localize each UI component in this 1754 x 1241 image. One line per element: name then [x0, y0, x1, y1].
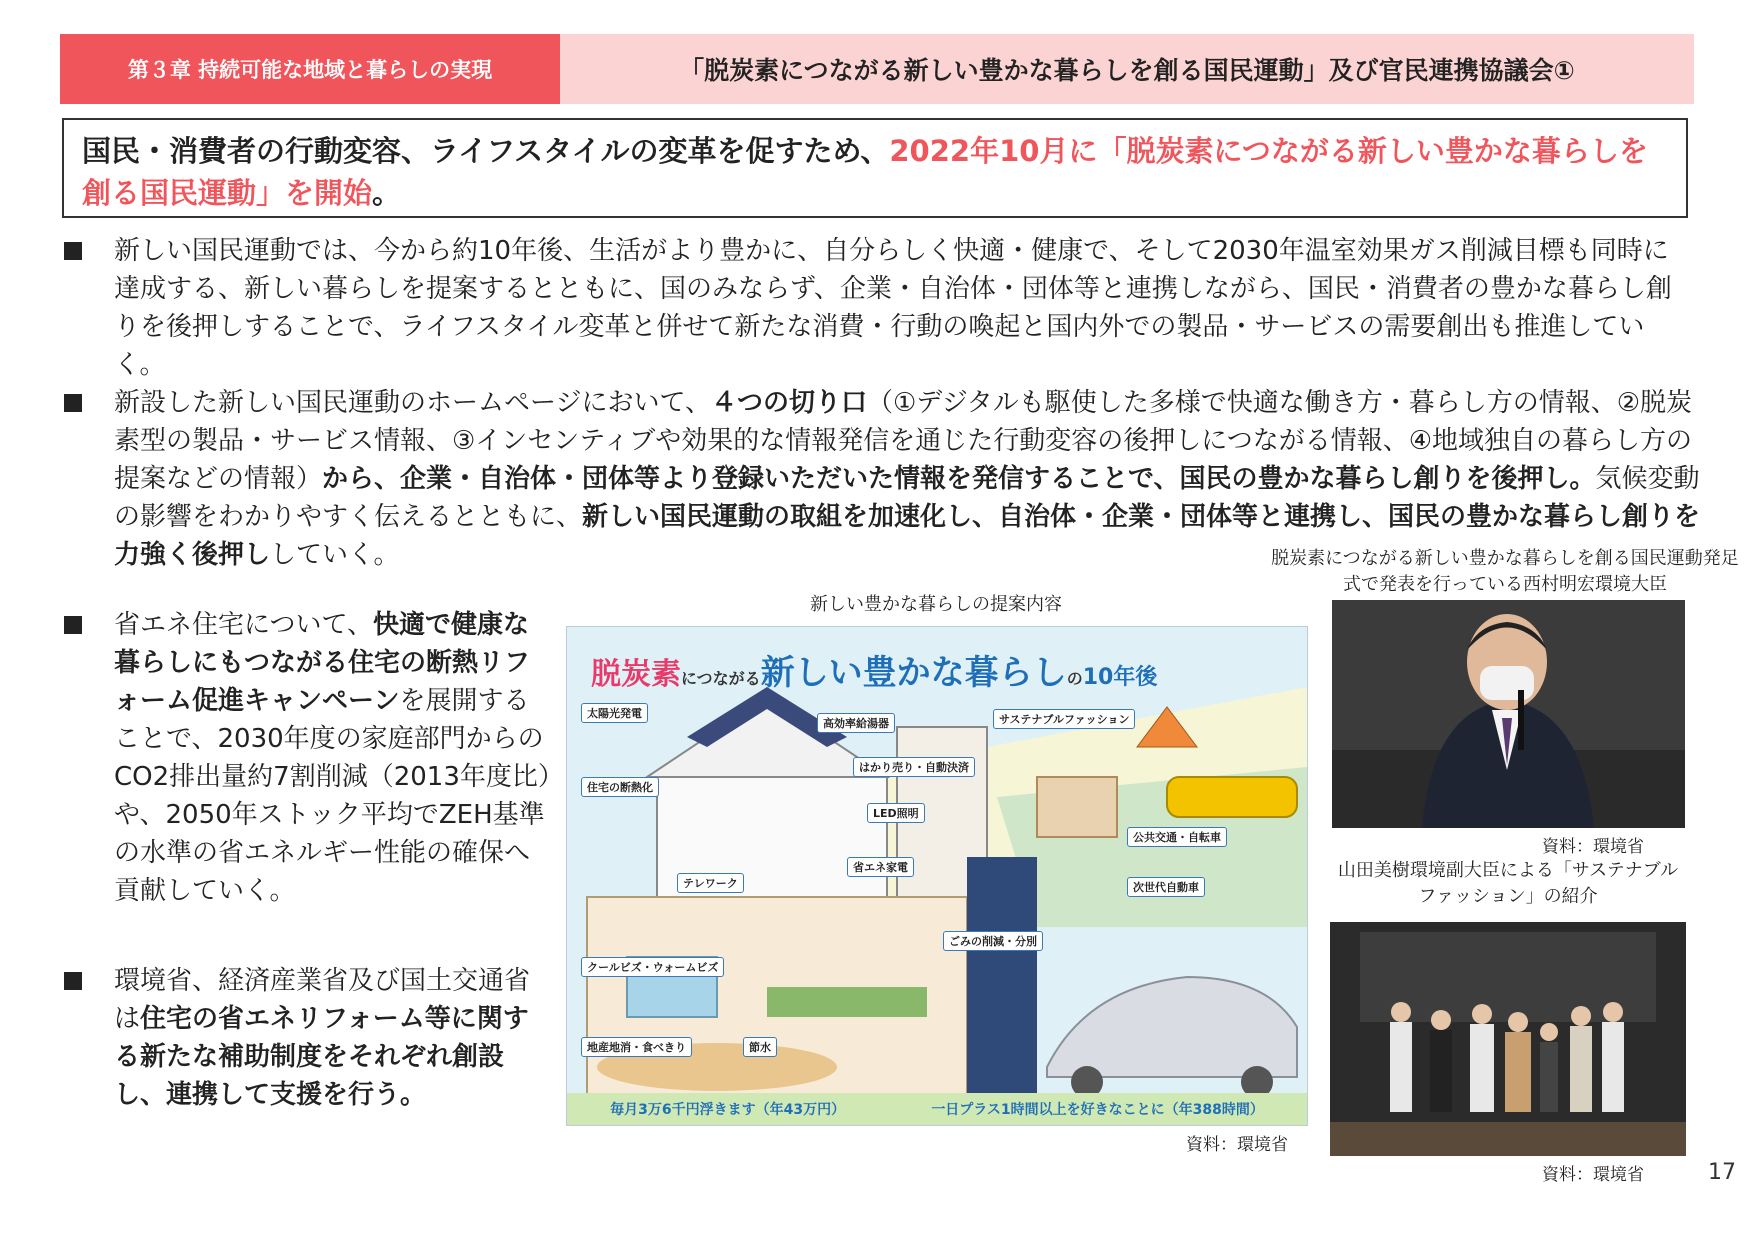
b3-part2: を展開することで、2030年度の家庭部門からのCO2排出量約7割削減（2013年度比）や、2050年ストック平均でZEH基準の水準の省エネルギー性能の確保へ貢献していく。: [114, 686, 551, 906]
minister-photo: [1332, 600, 1685, 828]
bullet-square-icon: [64, 972, 82, 990]
b3-part1: 省エネ住宅について、: [114, 610, 373, 640]
bullet-square-icon: [64, 616, 82, 634]
label-solar: 太陽光発電: [581, 703, 648, 723]
photo1-source: 資料：環境省: [1542, 837, 1644, 857]
title-part-d: の: [1066, 669, 1083, 688]
bullet-3-text: [114, 606, 554, 910]
page-number: 17: [1708, 1160, 1736, 1185]
lead-box: [62, 118, 1688, 218]
b2-part3: 気候変動の影響をわかりやすく伝えるとともに、: [114, 464, 1700, 532]
bullet-1: [64, 232, 1694, 384]
photo1-caption: 脱炭素につながる新しい豊かな暮らしを創る国民運動発足式で発表を行っている西村明宏環境大臣: [1271, 548, 1739, 595]
lead-end: 。: [372, 176, 402, 210]
photo2-source: 資料：環境省: [1542, 1165, 1644, 1185]
bullet-4-text: [114, 962, 554, 1114]
label-led: LED照明: [867, 803, 925, 823]
label-nextcar: 次世代自動車: [1127, 877, 1205, 897]
b4-part1: 環境省、経済産業省及び国土交通省は: [114, 966, 531, 1034]
page-title: 「脱炭素につながる新しい豊かな暮らしを創る国民運動」及び官民連携協議会①: [679, 56, 1575, 85]
chapter-title: 第３章 持続可能な地域と暮らしの実現: [127, 58, 493, 82]
infographic-footer: [567, 1093, 1307, 1125]
footer-savings: 毎月3万6千円浮きます（年43万円）: [610, 1102, 846, 1118]
bullet-3: [64, 606, 554, 910]
b2-bold3: 新しい国民運動の取組を加速化し、自治体・企業・団体等と連携し、国民の豊かな暮らし創りを力強く後押し: [114, 502, 1701, 570]
b3-bold: 快適で健康な暮らしにもつながる住宅の断熱リフォーム促進キャンペーン: [114, 610, 531, 716]
label-fashion: サステナブルファッション: [993, 709, 1135, 729]
b2-bold1: ４つの切り口: [710, 388, 867, 418]
lead-text: 国民・消費者の行動変容、ライフスタイルの変革を促すため、: [82, 134, 890, 168]
page-title-bar: [560, 34, 1694, 104]
b4-bold: 住宅の省エネリフォーム等に関する新たな補助制度をそれぞれ創設し、連携して支援を行う。: [114, 1004, 529, 1110]
b2-part4: していく。: [270, 540, 400, 570]
b2-part2: （①デジタルも駆使した多様で快適な働き方・暮らし方の情報、②脱炭素型の製品・サービス情報、③インセンティブや効果的な情報発信を通じた行動変容の後押しにつながる情報、④地域独自の暮らし方の提案などの情報）: [114, 388, 1693, 494]
figure-caption: 新しい豊かな暮らしの提案内容: [810, 594, 1062, 615]
label-insulation: 住宅の断熱化: [581, 777, 659, 797]
title-part-b: につながる: [681, 669, 761, 688]
label-telework: テレワーク: [677, 873, 744, 893]
lead-highlight: 2022年10月に「脱炭素につながる新しい豊かな暮らしを創る国民運動」を開始: [82, 134, 1648, 210]
label-appliance: 省エネ家電: [847, 857, 914, 877]
bullet-square-icon: [64, 394, 82, 412]
label-transit: 公共交通・自転車: [1127, 827, 1227, 847]
infographic-title: [591, 645, 1157, 694]
sustainable-fashion-photo: [1330, 922, 1686, 1156]
minister-speaking-image: [1332, 600, 1685, 828]
bullet-square-icon: [64, 242, 82, 260]
label-local: 地産地消・食べきり: [581, 1037, 692, 1057]
b2-part1: 新設した新しい国民運動のホームページにおいて、: [114, 388, 711, 418]
label-bulk: はかり売り・自動決済: [853, 757, 975, 777]
label-water: 節水: [743, 1037, 777, 1057]
label-heater: 高効率給湯器: [817, 713, 895, 733]
figure-source: 資料：環境省: [1186, 1135, 1288, 1155]
title-part-a: 脱炭素: [591, 657, 681, 692]
label-coolbiz: クールビズ・ウォームビズ: [581, 957, 724, 977]
title-part-e: 10年後: [1082, 665, 1158, 690]
footer-time: 一日プラス1時間以上を好きなことに（年388時間）: [931, 1102, 1264, 1118]
label-waste: ごみの削減・分別: [943, 931, 1043, 951]
fashion-stage-image: [1330, 922, 1686, 1156]
b2-bold2: から、企業・自治体・団体等より登録いただいた情報を発信することで、国民の豊かな暮らし創りを後押し。: [322, 464, 1596, 494]
lifestyle-infographic: [566, 626, 1308, 1126]
title-part-c: 新しい豊かな暮らし: [760, 653, 1067, 693]
bullet-1-text: 新しい国民運動では、今から約10年後、生活がより豊かに、自分らしく快適・健康で、そして2030年温室効果ガス削減目標も同時に達成する、新しい暮らしを提案するとともに、国のみならず、企業・自治体・団体等と連携しながら、国民・消費者の豊かな暮らし創りを後押しすることで、ライフスタイル変革と併せて新たな消費・行動の喚起と国内外での製品・サービスの需要創出も推進していく。: [114, 236, 1672, 380]
bullet-4: [64, 962, 554, 1114]
chapter-header: [60, 34, 560, 104]
photo2-caption: 山田美樹環境副大臣による「サステナブルファッション」の紹介: [1337, 860, 1679, 907]
